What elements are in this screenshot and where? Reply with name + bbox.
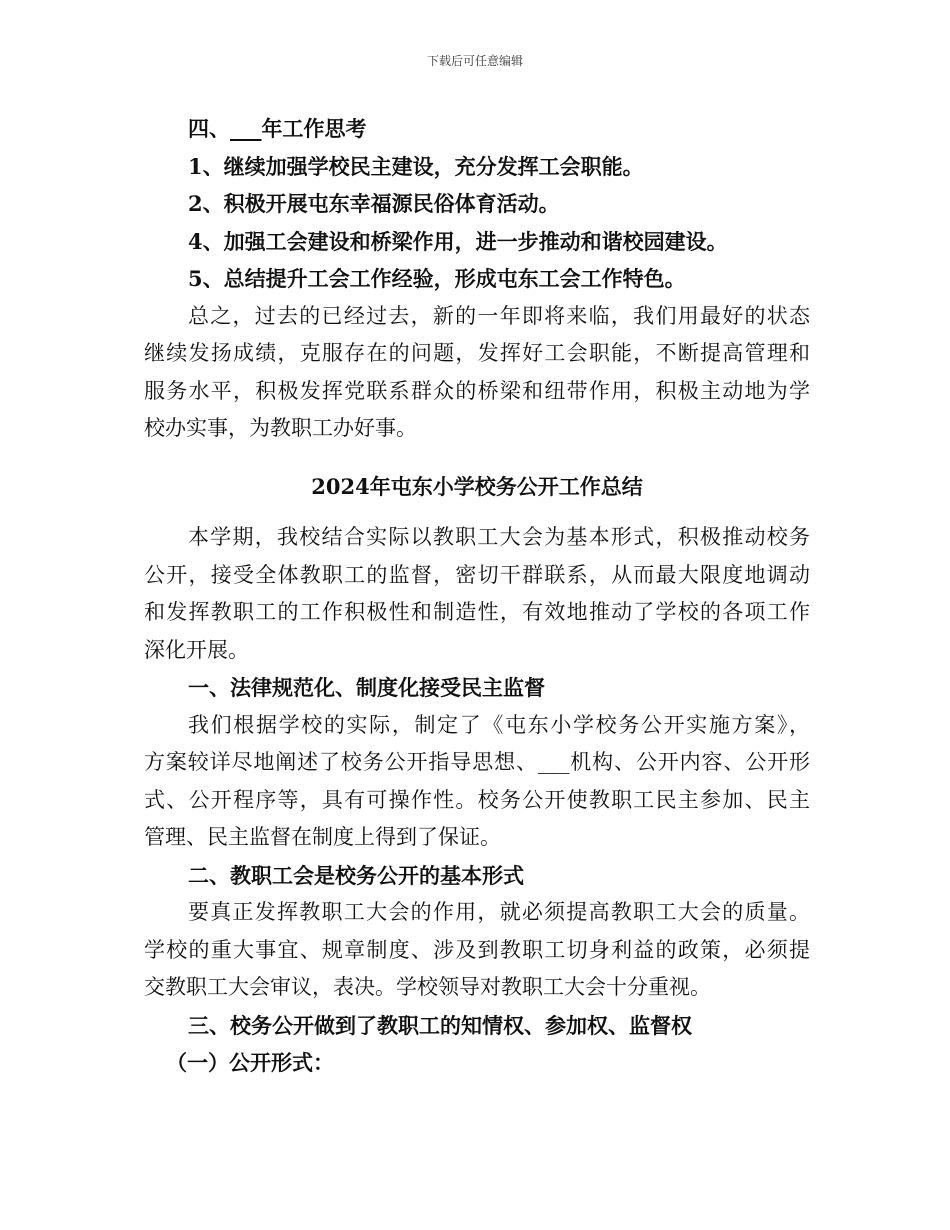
part1-paragraph — [144, 707, 810, 857]
conclusion-paragraph — [144, 298, 810, 448]
paragraph-line: 服务水平，积极发挥党联系群众的桥梁和纽带作用，积极主动地为学 — [144, 378, 810, 403]
list-item: 4、加强工会建设和桥梁作用，进一步推动和谐校园建设。 — [188, 228, 728, 254]
list-item: 1、继续加强学校民主建设，充分发挥工会职能。 — [188, 153, 644, 179]
paragraph-line: 本学期，我校结合实际以教职工大会为基本形式，积极推动校务 — [188, 525, 810, 549]
document-title: 2024年屯东小学校务公开工作总结 — [311, 473, 643, 499]
list-item: 2、积极开展屯东幸福源民俗体育活动。 — [188, 191, 560, 216]
paragraph-line: 校办实事，为教职工办好事。 — [144, 416, 417, 440]
paragraph-line: 式、公开程序等，具有可操作性。校务公开使教职工民主参加、民主 — [144, 787, 810, 812]
subsection-heading: （一）公开形式： — [166, 1050, 334, 1075]
paragraph-line: 管理、民主监督在制度上得到了保证。 — [144, 825, 501, 849]
paragraph-line: 公开，接受全体教职工的监督，密切干群联系，从而最大限度地调动 — [144, 562, 810, 587]
paragraph-line: 要真正发挥教职工大会的作用，就必须提高教职工大会的质量。 — [188, 900, 810, 924]
page-header: 下载后可任意编辑 — [426, 54, 523, 68]
intro-paragraph — [144, 519, 810, 669]
paragraph-line: 交教职工大会审议，表决。学校领导对教职工大会十分重视。 — [144, 975, 711, 999]
paragraph-line: 学校的重大事宜、规章制度、涉及到教职工切身利益的政策，必须提 — [144, 937, 810, 962]
paragraph-line: 方案较详尽地阐述了校务公开指导思想、___机构、公开内容、公开形 — [144, 750, 810, 774]
part2-paragraph — [144, 894, 810, 1007]
section-heading: 四、___年工作思考 — [188, 116, 367, 141]
section-heading: 三、校务公开做到了教职工的知情权、参加权、监督权 — [188, 1012, 692, 1038]
paragraph-line: 继续发扬成绩，克服存在的问题，发挥好工会职能，不断提高管理和 — [144, 341, 810, 365]
list-item: 5、总结提升工会工作经验，形成屯东工会工作特色。 — [188, 266, 686, 291]
paragraph-line: 总之，过去的已经过去，新的一年即将来临，我们用最好的状态 — [188, 303, 810, 328]
paragraph-line: 我们根据学校的实际，制定了《屯东小学校务公开实施方案》， — [188, 712, 810, 737]
paragraph-line: 和发挥教职工的工作积极性和制造性，有效地推动了学校的各项工作 — [144, 600, 810, 624]
document-body — [144, 110, 810, 1082]
paragraph-line: 深化开展。 — [144, 637, 249, 662]
section-heading: 二、教职工会是校务公开的基本形式 — [188, 862, 524, 888]
section-heading: 一、法律规范化、制度化接受民主监督 — [188, 675, 545, 700]
